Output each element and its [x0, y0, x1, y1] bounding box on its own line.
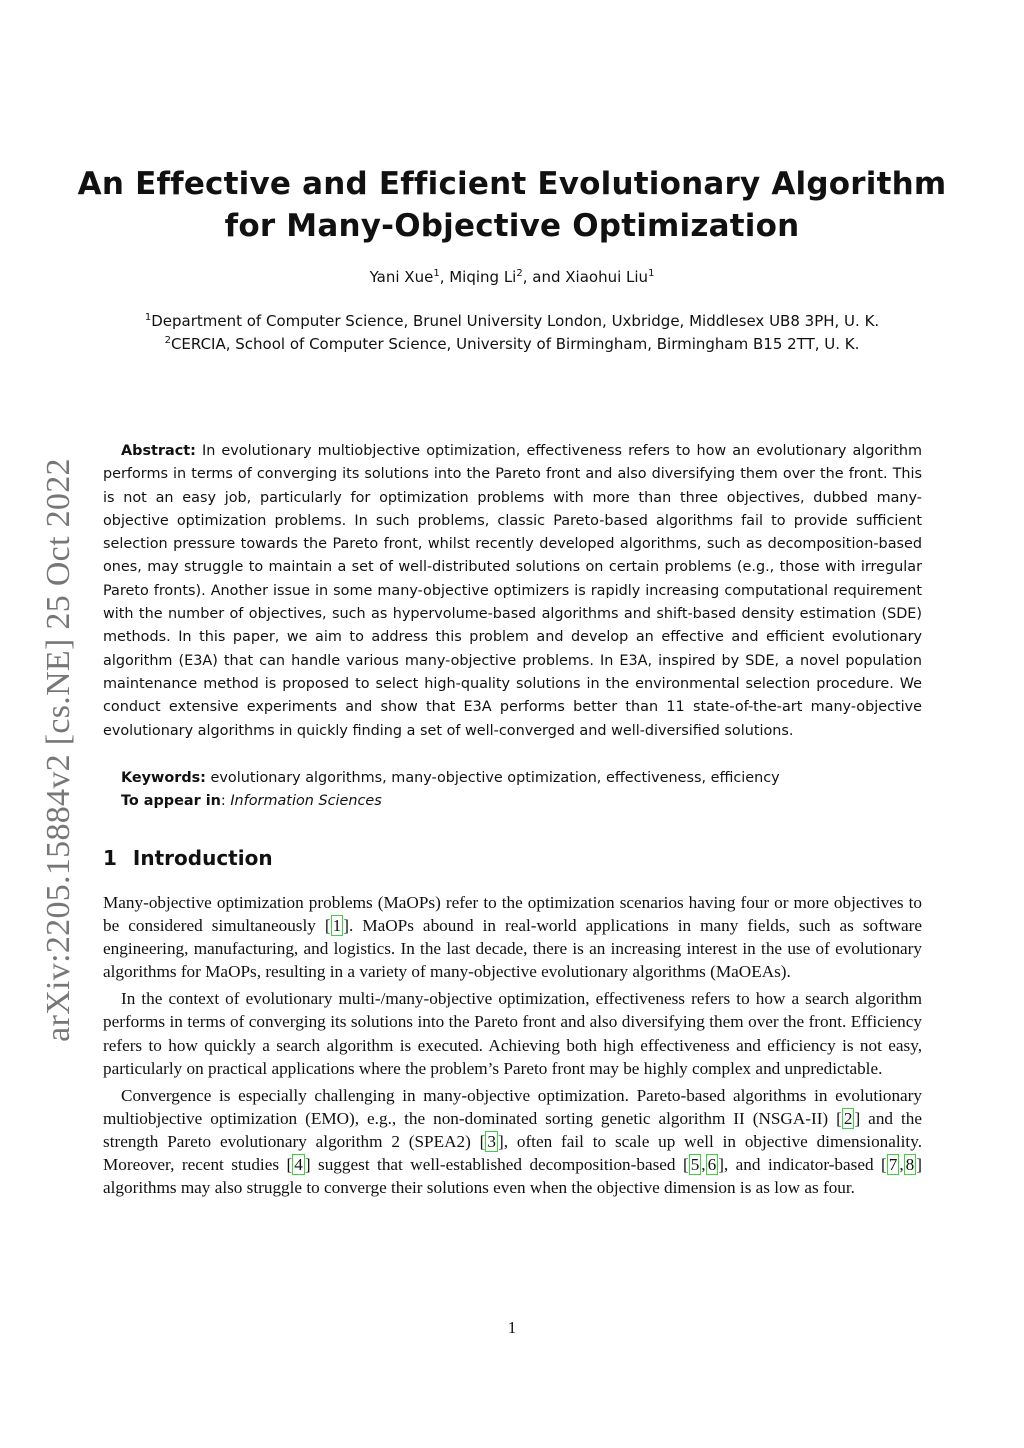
author-affil-mark: 1 [433, 268, 440, 279]
author-separator: , [439, 268, 450, 286]
cite-bracket: ] [304, 1155, 311, 1175]
text-run: Convergence is especially challenging in many-objective optimization. Pareto-based algorithms in evolutionary multiobjective optimization (EMO), e.g., the non-dominated sorting genetic algorithm II (NSGA-II) [103, 1085, 922, 1128]
section-heading [103, 844, 273, 872]
citation-link[interactable]: 4 [294, 1155, 303, 1175]
affiliation-text: CERCIA, School of Computer Science, University of Birmingham, Birmingham B15 2TT, U. K. [170, 335, 860, 353]
appear-label: To appear in [121, 793, 221, 809]
citation-link[interactable]: 7 [888, 1155, 898, 1175]
paragraph-3 [103, 1084, 922, 1199]
paragraph-2: In the context of evolutionary multi-/many-objective optimization, effectiveness refers to how a search algorithm performs in terms of converging its solutions into the Pareto front and also diversifying them over the front. Efficiency refers to how quickly a search algorithm is executed. Achieving both high effectiveness and efficiency is not easy, particularly on practical applications where the problem’s Pareto front may be highly complex and unpredictable. [103, 989, 922, 1078]
affiliations [60, 310, 964, 356]
author-affil-mark: 1 [648, 268, 655, 279]
citation-link[interactable]: 6 [707, 1155, 717, 1175]
paper-title [60, 163, 964, 247]
cite-bracket: [ [479, 1131, 486, 1151]
keywords-text: evolutionary algorithms, many-objective optimization, effectiveness, efficiency [205, 770, 780, 786]
author-affil-mark: 2 [516, 268, 523, 279]
author-list [60, 266, 964, 288]
title-line-2: for Many-Objective Optimization [224, 208, 800, 244]
keywords-label: Keywords: [121, 770, 206, 786]
author-name: Miqing Li [449, 268, 517, 286]
section-title: Introduction [132, 846, 273, 870]
author-name: Xiaohui Liu [565, 268, 649, 286]
text-run: algorithms may also struggle to converge their solutions even when the objective dimension is as low as four. [103, 1178, 855, 1198]
citation-link[interactable]: 3 [487, 1131, 496, 1151]
cite-bracket: [ [836, 1108, 842, 1128]
author-name: Yani Xue [369, 268, 434, 286]
cite-bracket: [ [881, 1155, 887, 1175]
text-run: suggest that well-established decomposition-based [310, 1155, 683, 1175]
cite-bracket: [ [324, 916, 331, 936]
appear-in [121, 790, 921, 813]
cite-comma: , [701, 1155, 706, 1175]
page-number: 1 [507, 1318, 517, 1337]
text-run: . MaOPs abound in real-world applications in many fields, such as software engineering, manufacturing, and logistics. In the last decade, there is an increasing interest in the use of evolutionary algorithms for MaOPs, resulting in a variety of many-objective evolutionary algorithms (MaOEAs). [103, 916, 923, 982]
affil-mark: 2 [164, 335, 171, 346]
citation-link[interactable]: 1 [332, 916, 342, 936]
cite-bracket: ] [854, 1108, 861, 1128]
abstract-label: Abstract: [121, 443, 196, 459]
cite-bracket: ] [498, 1131, 504, 1151]
text-run: , often fail to scale up well in objective dimensionality. Moreover, recent studies [103, 1131, 922, 1175]
affiliation-text: Department of Computer Science, Brunel University London, Uxbridge, Middlesex UB8 3PH, U. K. [151, 312, 880, 330]
body-text [103, 891, 922, 1199]
text-run: and the strength Pareto evolutionary algorithm 2 (SPEA2) [103, 1108, 922, 1151]
cite-bracket: [ [682, 1155, 689, 1175]
text-run: Many-objective optimization problems (MaOPs) refer to the optimization scenarios having four or more objectives to be considered simultaneously [103, 893, 922, 936]
citation-link[interactable]: 2 [843, 1108, 853, 1128]
abstract [103, 440, 922, 743]
cite-bracket: ] [343, 916, 349, 936]
abstract-paragraph [103, 440, 922, 743]
affiliation-2 [60, 333, 964, 356]
title-line-1: An Effective and Efficient Evolutionary Algorithm [77, 166, 947, 202]
citation-link[interactable]: 5 [690, 1155, 700, 1175]
abstract-text: In evolutionary multiobjective optimization, effectiveness refers to how an evolutionary algorithm performs in terms of converging its solutions into the Pareto front and also diversifying them over the front. This is not an easy job, particularly for optimization problems with more than three objectives, dubbed many-objective optimization problems. In such problems, classic Pareto-based algorithms fail to provide sufficient selection pressure towards the Pareto front, whilst recently developed algorithms, such as decomposition-based ones, may struggle to maintain a set of well-distributed solutions on certain problems (e.g., those with irregular Pareto fronts). Another issue in some many-objective optimizers is rapidly increasing computational requirement with the number of objectives, such as hypervolume-based algorithms and shift-based density estimation (SDE) methods. In this paper, we aim to address this problem and develop an effective and efficient evolutionary algorithm (E3A) that can handle various many-objective problems. In E3A, inspired by SDE, a novel population maintenance method is proposed to select high-quality solutions in the environmental selection procedure. We conduct extensive experiments and show that E3A performs better than 11 state-of-the-art many-objective evolutionary algorithms in quickly finding a set of well-converged and well-diversified solutions. [103, 443, 923, 739]
paragraph-1 [103, 891, 922, 983]
arxiv-identifier: arXiv:2205.15884v2 [cs.NE] 25 Oct 2022 [40, 458, 77, 1042]
cite-bracket: ] [916, 1155, 922, 1175]
text-run: , and indicator-based [723, 1155, 882, 1175]
author-separator: , and [522, 268, 566, 286]
citation-link[interactable]: 8 [905, 1155, 915, 1175]
section-number: 1 [103, 846, 117, 870]
keywords [121, 767, 921, 790]
affiliation-1 [60, 310, 964, 333]
appear-venue: Information Sciences [230, 793, 382, 809]
cite-comma: , [899, 1155, 904, 1175]
cite-bracket: ] [718, 1155, 724, 1175]
cite-bracket: [ [286, 1155, 293, 1175]
appear-colon: : [220, 793, 231, 809]
affil-mark: 1 [144, 312, 152, 323]
